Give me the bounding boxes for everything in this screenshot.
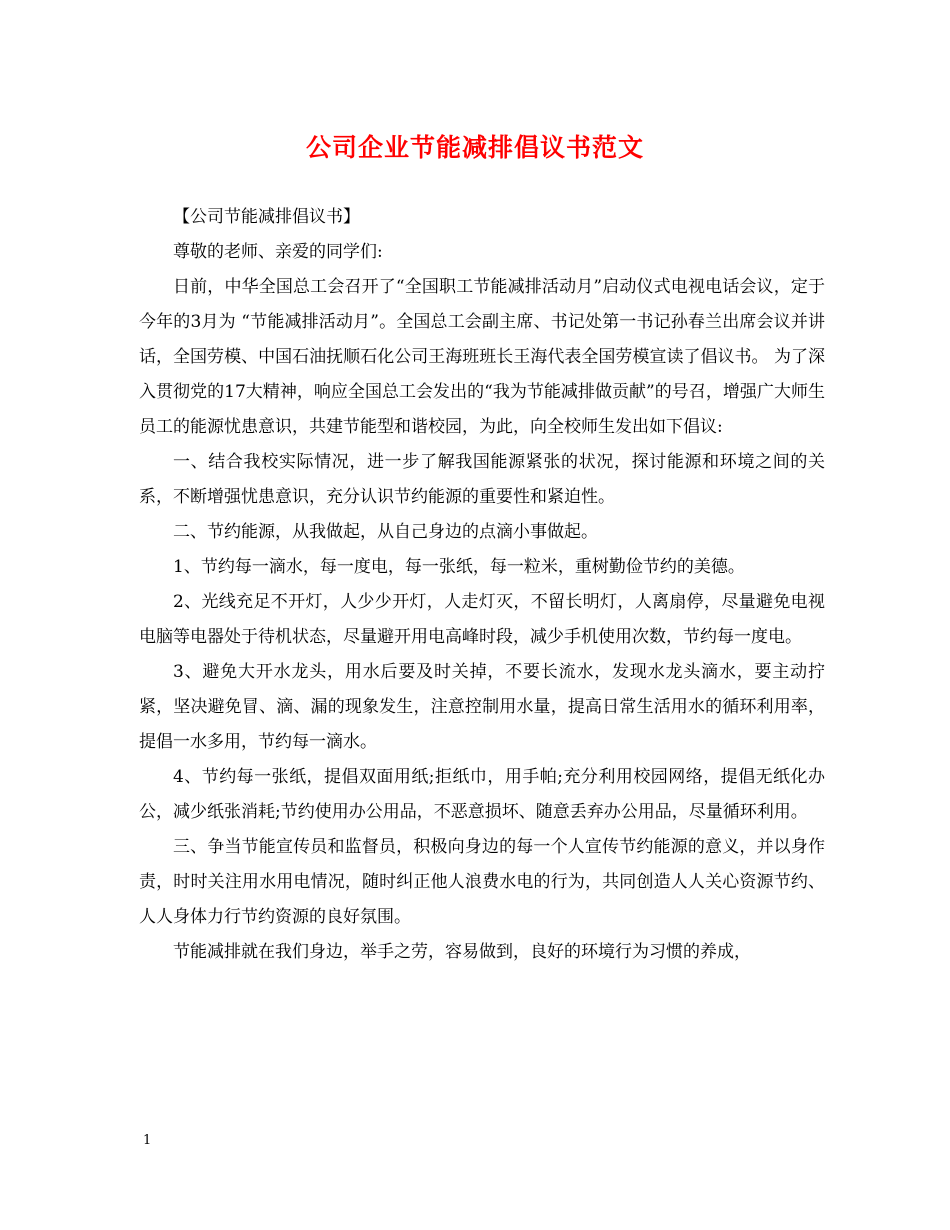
body-paragraph: 4、节约每一张纸，提倡双面用纸;拒纸巾，用手帕;充分利用校园网络，提倡无纸化办公，减少纸张消耗;节约使用办公用品，不恶意损坏、随意丢弃办公用品，尽量循环利用。 (139, 767, 825, 822)
body-paragraph: 三、争当节能宣传员和监督员，积极向身边的每一个人宣传节约能源的意义，并以身作责，时时关注用水用电情况，随时纠正他人浪费水电的行为，共同创造人人关心资源节约、人人身体力行节约资源的良好氛围。 (139, 837, 825, 927)
body-paragraph: 3、避免大开水龙头，用水后要及时关掉，不要长流水，发现水龙头滴水，要主动拧紧，坚决避免冒、滴、漏的现象发生，注意控制用水量，提高日常生活用水的循环利用率，提倡一水多用，节约每一滴水。 (139, 662, 825, 752)
body-paragraph: 2、光线充足不开灯，人少少开灯，人走灯灭，不留长明灯，人离扇停，尽量避免电视电脑等电器处于待机状态，尽量避开用电高峰时段，减少手机使用次数，节约每一度电。 (139, 592, 825, 647)
body-paragraph: 二、节约能源，从我做起，从自己身边的点滴小事做起。 (173, 522, 598, 542)
document-body (139, 200, 825, 970)
body-paragraph: 1、节约每一滴水，每一度电，每一张纸，每一粒米，重树勤俭节约的美德。 (173, 557, 745, 577)
body-paragraph: 日前，中华全国总工会召开了“全国职工节能减排活动月”启动仪式电视电话会议，定于今年的3月为 “节能减排活动月”。全国总工会副主席、书记处第一书记孙春兰出席会议并讲话，全国劳模、中国石油抚顺石化公司王海班班长王海代表全国劳模宣读了倡议书。 为了深入贯彻党的17大精神，响应全国总工会发出的“我为节能减排做贡献”的号召，增强广大师生员工的能源忧患意识，共建节能型和谐校园，为此，向全校师生发出如下倡议: (139, 277, 825, 437)
body-paragraph: 一、结合我校实际情况，进一步了解我国能源紧张的状况，探讨能源和环境之间的关系，不断增强忧患意识，充分认识节约能源的重要性和紧迫性。 (139, 452, 825, 507)
page-number: 1 (143, 1133, 152, 1148)
body-paragraph: 节能减排就在我们身边，举手之劳，容易做到，良好的环境行为习惯的养成， (173, 942, 751, 962)
body-paragraph: 【公司节能减排倡议书】 (173, 207, 360, 227)
body-paragraph: 尊敬的老师、亲爱的同学们: (173, 242, 383, 262)
document-title: 公司企业节能减排倡议书范文 (305, 133, 644, 162)
